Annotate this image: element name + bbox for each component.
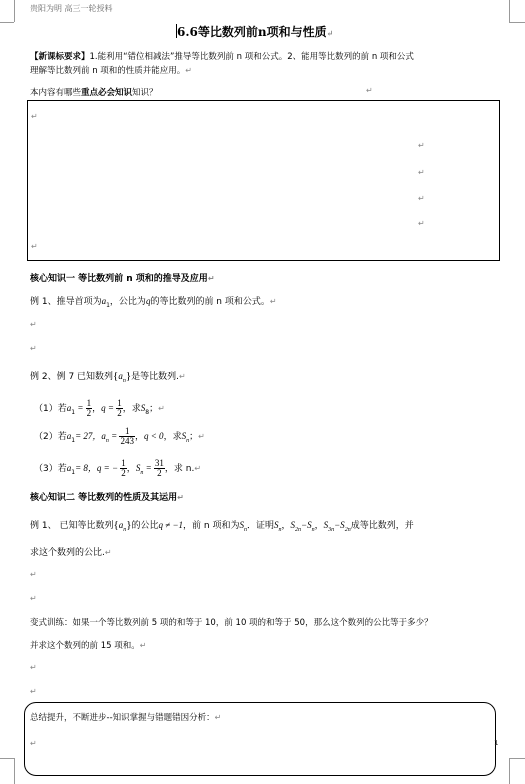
crop-mark (14, 0, 15, 22)
example2-intro: 例 2、例 7 已知数列$\{a_n\}$是等比数列.↵ (30, 370, 186, 384)
summary-label: 总结提升，不断进步--知识掌握与错题错因分析：↵ (30, 713, 222, 723)
example1-derivation: 例 1、推导首项为$a_1$，公比为q的等比数列的前 n 项和公式。↵ (30, 296, 277, 309)
key-knowledge-question: 本内容有哪些重点必会知识知识？ (30, 88, 158, 98)
return-mark: ↵ (366, 86, 373, 95)
summary-box[interactable]: 总结提升，不断进步--知识掌握与错题错因分析：↵ ↵ (24, 702, 496, 776)
return-mark: ↵ (30, 320, 37, 329)
return-mark: ↵ (30, 594, 37, 603)
requirements-line2: 理解等比数列前 n 项和的性质并能应用。↵ (30, 66, 192, 76)
crop-mark (509, 758, 525, 759)
section1-heading: 核心知识一 等比数列前 n 项和的推导及应用↵ (30, 274, 215, 284)
variant-exercise-line2: 并求这个数列的前 15 项和。↵ (30, 641, 147, 651)
problem-1: （1）若$a_1$ = $\frac{1}{2}$ ，q = $\frac{1}{2}$ ，求$S_8$；↵ (34, 398, 165, 418)
section2-example1-line2: 求这个数列的公比.↵ (30, 548, 112, 558)
section2-heading: 核心知识二 等比数列的性质及其运用↵ (30, 493, 184, 503)
page-header: 贵阳为明 高三一轮授料 (30, 4, 113, 13)
problem-3: （3）若$a_1= 8$，q = − $\frac{1}{2}$ ，$S_n$ = $\frac{31}{2}$ ，求 n.↵ (34, 458, 202, 478)
page-number: 1 (494, 739, 499, 747)
return-mark: ↵ (30, 570, 37, 579)
return-mark: ↵ (30, 344, 37, 353)
requirements-line1: 【新课标要求】1.能利用“错位相减法”推导等比数列前 n 项和公式。2、能用等比数列的前 n 项和公式 (30, 52, 414, 62)
crop-mark (0, 22, 14, 23)
problem-2: （2）若$a_1= 27$，$a_n$ = $\frac{1}{243}$ ，q < 0，求$S_n$；↵ (34, 426, 205, 446)
return-mark: ↵ (30, 663, 37, 672)
crop-mark (0, 758, 14, 759)
crop-mark (509, 0, 510, 22)
variant-exercise-line1: 变式训练：如果一个等比数列前 5 项的和等于 10，前 10 项的和等于 50，那么这个数列的公比等于多少？ (30, 618, 433, 628)
crop-mark (509, 22, 525, 23)
section2-example1-line1: 例 1、 已知等比数列$\{a_n\}$的公比q ≠ −1，前 n 项和为$S_n$．证明$S_n$，$S_{2n}-S_n$，$S_{3n}-S_{2n}$成等比数列，并 (30, 519, 414, 533)
crop-mark (509, 758, 510, 784)
return-mark: ↵ (30, 687, 37, 696)
crop-mark (14, 758, 15, 784)
notes-box[interactable]: ↵ ↵ ↵ ↵ ↵ ↵ (27, 100, 500, 261)
page-title: 6.6等比数列前n项和与性质↵ (177, 25, 334, 39)
